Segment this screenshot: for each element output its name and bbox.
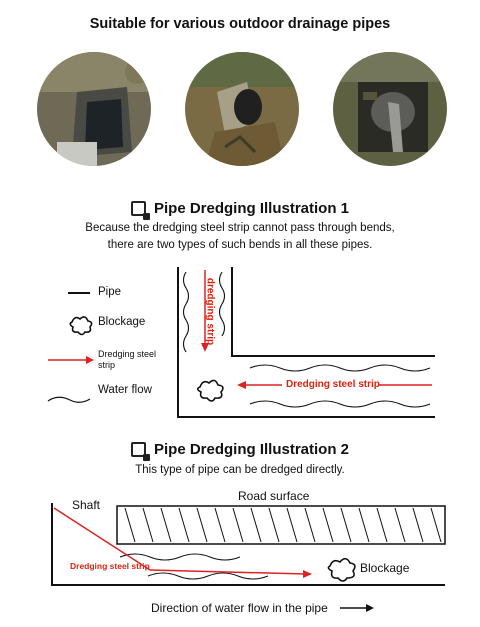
illustration1-title-text: Pipe Dredging Illustration 1 — [153, 200, 350, 217]
legend-water-label: Water flow — [98, 384, 152, 396]
legend-strip-label-line2: strip — [98, 360, 116, 370]
horizontal-strip-label: Dredging steel strip — [286, 379, 380, 390]
shaft-label: Shaft — [72, 498, 101, 512]
illustration2-blockage-label: Blockage — [360, 561, 410, 575]
illustration1-text-line1: Because the dredging steel strip cannot pass through bends, — [85, 222, 395, 234]
illustration1-text-line2: there are two types of such bends in all these pipes. — [107, 239, 373, 251]
direction-label: Direction of water flow in the pipe — [151, 601, 328, 615]
blockage-shape-2 — [328, 559, 355, 581]
legend-blockage-label: Blockage — [98, 316, 146, 328]
legend-strip-label-line1: Dredging steel — [98, 349, 157, 359]
road-surface-label: Road surface — [238, 489, 310, 503]
illustration2-text: This type of pipe can be dredged directly. — [135, 464, 345, 476]
vertical-strip-label: dredging strip — [204, 277, 216, 346]
illustration2-title-text: Pipe Dredging Illustration 2 — [153, 441, 350, 458]
legend-pipe-label: Pipe — [98, 286, 122, 298]
page-heading: Suitable for various outdoor drainage pipes — [89, 16, 391, 32]
illustration2-strip-label: Dredging steel strip — [70, 561, 150, 571]
